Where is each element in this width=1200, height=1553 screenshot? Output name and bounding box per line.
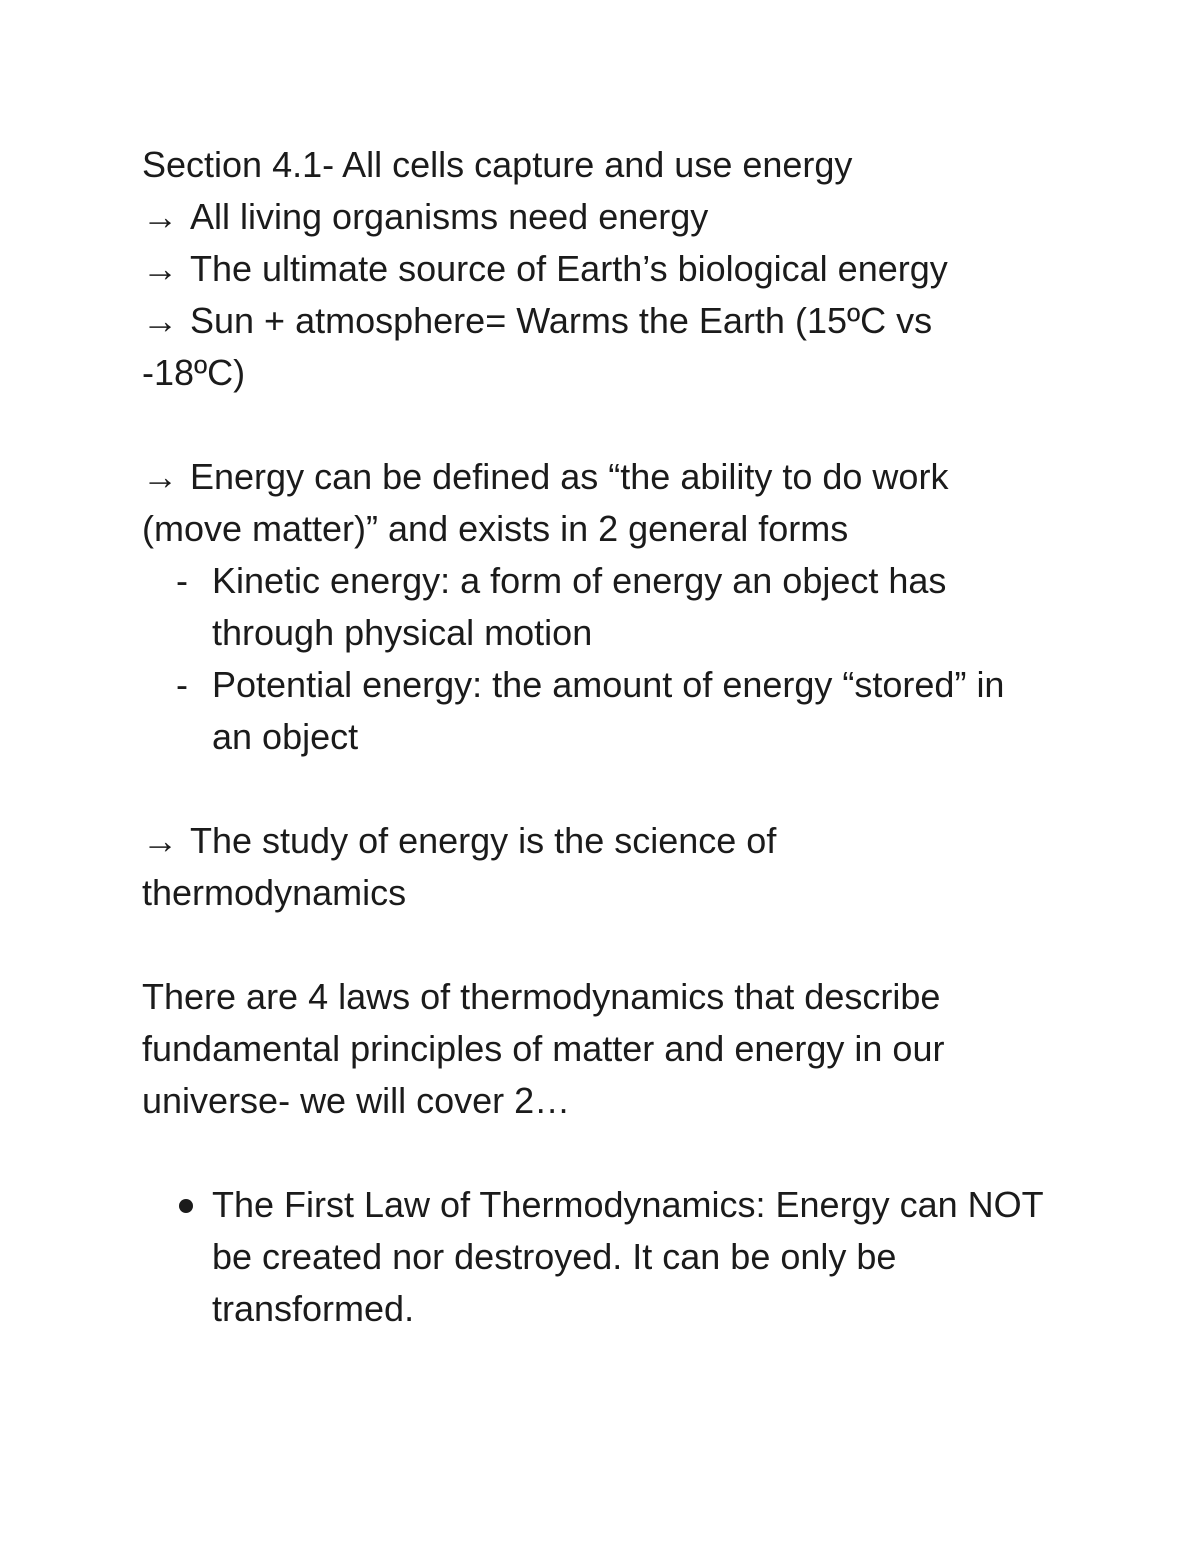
spacer: [142, 1127, 1102, 1179]
thermo-point-text: The study of energy is the science of thermodynamics: [142, 820, 777, 913]
arrow-point: [142, 191, 1102, 243]
arrow-icon: →: [142, 196, 178, 237]
arrow-icon: →: [142, 456, 178, 497]
energy-forms-list: [142, 555, 1102, 763]
energy-definition-text: Energy can be defined as “the ability to do work (move matter)” and exists in 2 general forms: [142, 456, 949, 549]
spacer: [142, 763, 1102, 815]
list-item-text: The First Law of Thermodynamics: Energy can NOT be created nor destroyed. It can be only be transformed.: [212, 1184, 1043, 1329]
list-item: [142, 659, 1042, 763]
arrow-point-text: The ultimate source of Earth’s biological energy: [190, 248, 948, 289]
dash-marker: -: [176, 560, 188, 601]
dash-marker: -: [176, 664, 188, 705]
list-item-text: Kinetic energy: a form of energy an object has through physical motion: [212, 560, 947, 653]
arrow-icon: →: [142, 820, 178, 861]
thermo-point: [142, 815, 882, 919]
arrow-point: [142, 243, 1102, 295]
arrow-point-text: Sun + atmosphere= Warms the Earth (15ºC vs -18ºC): [142, 300, 933, 393]
list-item: [142, 1179, 1082, 1335]
spacer: [142, 399, 1102, 451]
energy-definition: [142, 451, 1032, 555]
laws-list: [142, 1179, 1102, 1335]
bullet-icon: [179, 1199, 193, 1213]
section-heading: Section 4.1- All cells capture and use energy: [142, 144, 853, 185]
list-item: [142, 555, 1042, 659]
arrow-point-text: All living organisms need energy: [190, 196, 709, 237]
document-content: [142, 139, 1102, 1335]
arrow-point: [142, 295, 1012, 399]
arrow-icon: →: [142, 248, 178, 289]
list-item-text: Potential energy: the amount of energy “stored” in an object: [212, 664, 1005, 757]
arrow-icon: →: [142, 300, 178, 341]
spacer: [142, 919, 1102, 971]
laws-intro: There are 4 laws of thermodynamics that describe fundamental principles of matter and energy in our universe- we will cover 2…: [142, 976, 945, 1121]
